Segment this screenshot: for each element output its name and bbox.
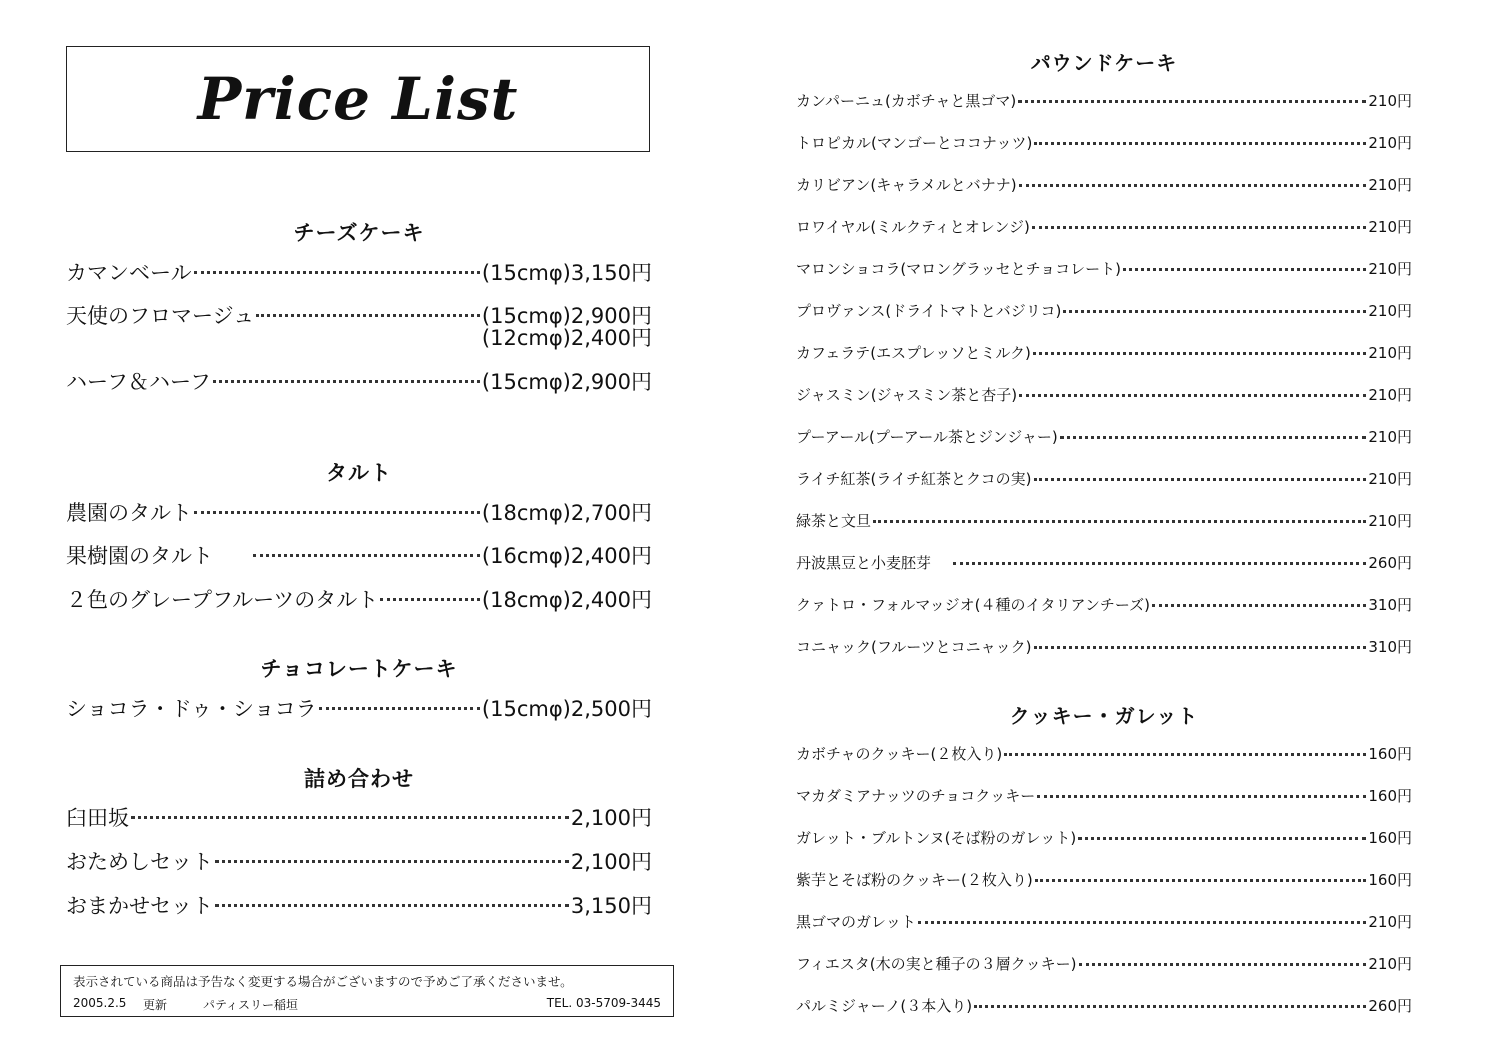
leader-dots (215, 839, 569, 863)
item-name: コニャック(フルーツとコニャック) (796, 638, 1032, 656)
leader-dots (256, 293, 480, 317)
item-price: 210円 (1368, 386, 1412, 404)
menu-item (796, 636, 1412, 656)
item-name: 丹波黒豆と小麦胚芽 (796, 554, 932, 572)
menu-item (796, 911, 1412, 931)
item-price: 210円 (1368, 344, 1412, 362)
item-price: 210円 (1368, 955, 1412, 973)
leader-dots (213, 359, 480, 383)
leader-dots (1018, 85, 1366, 103)
item-name: カンパーニュ(カボチャと黒ゴマ) (796, 92, 1017, 110)
leader-dots (319, 686, 480, 710)
leader-dots (380, 577, 480, 601)
item-price: 160円 (1368, 829, 1412, 847)
menu-item (796, 995, 1412, 1015)
item-price: 210円 (1368, 913, 1412, 931)
item-price: 210円 (1368, 428, 1412, 446)
item-name: 紫芋とそば粉のクッキー(２枚入り) (796, 871, 1033, 889)
item-name: フィエスタ(木の実と種子の３層クッキー) (796, 955, 1077, 973)
footer-box (60, 965, 674, 1017)
menu-item (66, 584, 652, 610)
item-name: 果樹園のタルト (66, 544, 213, 568)
item-price: 160円 (1368, 871, 1412, 889)
item-name: クァトロ・フォルマッジオ(４種のイタリアンチーズ) (796, 596, 1151, 614)
item-price: (18cmφ)2,400円 (481, 588, 652, 612)
leader-dots (194, 250, 480, 274)
item-price: 3,150円 (570, 894, 652, 918)
menu-item (66, 300, 652, 350)
item-name: プロヴァンス(ドライトマトとバジリコ) (796, 302, 1062, 320)
item-name: 緑茶と文旦 (796, 512, 872, 530)
menu-item (796, 552, 1412, 572)
item-price: (15cmφ)2,900円 (481, 370, 652, 394)
footer-meta (73, 996, 661, 1013)
item-name: 農園のタルト (66, 501, 192, 525)
item-price: (15cmφ)2,500円 (481, 697, 652, 721)
leader-dots (918, 906, 1367, 924)
leader-dots (1123, 253, 1366, 271)
leader-dots (1033, 337, 1366, 355)
item-price: 210円 (1368, 302, 1412, 320)
item-price: 210円 (1368, 470, 1412, 488)
item-price: (15cmφ)3,150円 (481, 261, 652, 285)
leader-dots (974, 990, 1366, 1008)
item-name: 黒ゴマのガレット (796, 913, 916, 931)
item-name: パルミジャーノ(３本入り) (796, 997, 973, 1015)
telephone: TEL. 03-5709-3445 (546, 996, 661, 1010)
leader-dots (253, 533, 480, 557)
leader-dots (131, 795, 569, 819)
shop-name: パティスリー稲垣 (203, 998, 299, 1012)
item-name: 臼田坂 (66, 806, 129, 830)
item-name: マロンショコラ(マロングラッセとチョコレート) (796, 260, 1121, 278)
leader-dots (194, 490, 480, 514)
menu-item (66, 540, 652, 566)
menu-item (796, 90, 1412, 110)
item-name: おまかせセット (66, 894, 213, 918)
leader-dots (1032, 211, 1367, 229)
price-list-title-box (66, 46, 650, 152)
menu-item (796, 300, 1412, 320)
item-price: 210円 (1368, 260, 1412, 278)
menu-item (66, 497, 652, 523)
leader-dots (1034, 127, 1366, 145)
item-price: (18cmφ)2,700円 (481, 501, 652, 525)
section-title-tart: タルト (326, 461, 392, 485)
menu-item (796, 426, 1412, 446)
menu-item (66, 846, 652, 872)
item-price: 210円 (1368, 512, 1412, 530)
menu-item (796, 785, 1412, 805)
menu-item (66, 366, 652, 392)
menu-item (66, 693, 652, 719)
item-price: 210円 (1368, 176, 1412, 194)
update-label: 更新 (143, 998, 168, 1012)
menu-item (796, 953, 1412, 973)
item-price: 210円 (1368, 218, 1412, 236)
leader-dots (215, 883, 569, 907)
item-price: 2,100円 (570, 806, 652, 830)
section-title-pound-cake: パウンドケーキ (1030, 51, 1178, 75)
item-name: 天使のフロマージュ (66, 304, 255, 328)
item-price: 210円 (1368, 134, 1412, 152)
leader-dots (1037, 780, 1366, 798)
menu-item (796, 468, 1412, 488)
item-name: ジャスミン(ジャスミン茶と杏子) (796, 386, 1018, 404)
item-name: トロピカル(マンゴーとココナッツ) (796, 134, 1033, 152)
menu-item (796, 258, 1412, 278)
leader-dots (1079, 948, 1367, 966)
leader-dots (1004, 738, 1366, 756)
menu-item (66, 802, 652, 828)
update-date: 2005.2.5 (73, 996, 127, 1010)
leader-dots (1034, 631, 1367, 649)
section-title-cookie: クッキー・ガレット (1009, 704, 1199, 728)
section-title-cheesecake: チーズケーキ (293, 221, 425, 245)
leader-dots (953, 547, 1366, 565)
item-name: ２色のグレープフルーツのタルト (66, 588, 379, 612)
item-name: マカダミアナッツのチョコクッキー (796, 787, 1036, 805)
item-name: カフェラテ(エスプレッソとミルク) (796, 344, 1031, 362)
item-name: プーアール(プーアール茶とジンジャー) (796, 428, 1058, 446)
section-title-assort: 詰め合わせ (304, 767, 414, 791)
menu-item (796, 216, 1412, 236)
leader-dots (873, 505, 1366, 523)
item-name: ガレット・ブルトンヌ(そば粉のガレット) (796, 829, 1077, 847)
item-price: 310円 (1368, 638, 1412, 656)
leader-dots (1019, 379, 1366, 397)
menu-item (796, 510, 1412, 530)
menu-item (796, 384, 1412, 404)
item-price: (15cmφ)2,900円 (481, 304, 652, 328)
leader-dots (1078, 822, 1366, 840)
item-price-alt: (12cmφ)2,400円 (481, 326, 652, 350)
menu-item (796, 342, 1412, 362)
leader-dots (1152, 589, 1366, 607)
footer-notice: 表示されている商品は予告なく変更する場合がございますので予めご了承くださいませ。 (73, 974, 573, 989)
menu-item (66, 890, 652, 916)
item-price: 260円 (1368, 554, 1412, 572)
item-name: ショコラ・ドゥ・ショコラ (66, 697, 317, 721)
leader-dots (1035, 864, 1367, 882)
page-title: Price List (197, 65, 519, 133)
item-price: (16cmφ)2,400円 (481, 544, 652, 568)
menu-item (66, 257, 652, 283)
menu-item (796, 827, 1412, 847)
menu-item (796, 174, 1412, 194)
menu-item (796, 132, 1412, 152)
leader-dots (1034, 463, 1367, 481)
menu-item (796, 743, 1412, 763)
item-name: カボチャのクッキー(２枚入り) (796, 745, 1003, 763)
leader-dots (1063, 295, 1366, 313)
item-name: カマンベール (66, 261, 192, 285)
leader-dots (1019, 169, 1367, 187)
item-price: 260円 (1368, 997, 1412, 1015)
item-name: ロワイヤル(ミルクティとオレンジ) (796, 218, 1030, 236)
item-price: 160円 (1368, 745, 1412, 763)
item-name: カリビアン(キャラメルとバナナ) (796, 176, 1017, 194)
item-name: ハーフ＆ハーフ (66, 370, 211, 394)
menu-item (796, 594, 1412, 614)
item-name: おためしセット (66, 850, 213, 874)
item-price: 210円 (1368, 92, 1412, 110)
item-price: 310円 (1368, 596, 1412, 614)
menu-item (796, 869, 1412, 889)
item-name: ライチ紅茶(ライチ紅茶とクコの実) (796, 470, 1032, 488)
section-title-chocolate: チョコレートケーキ (260, 657, 458, 681)
item-price: 160円 (1368, 787, 1412, 805)
item-price: 2,100円 (570, 850, 652, 874)
leader-dots (1060, 421, 1367, 439)
